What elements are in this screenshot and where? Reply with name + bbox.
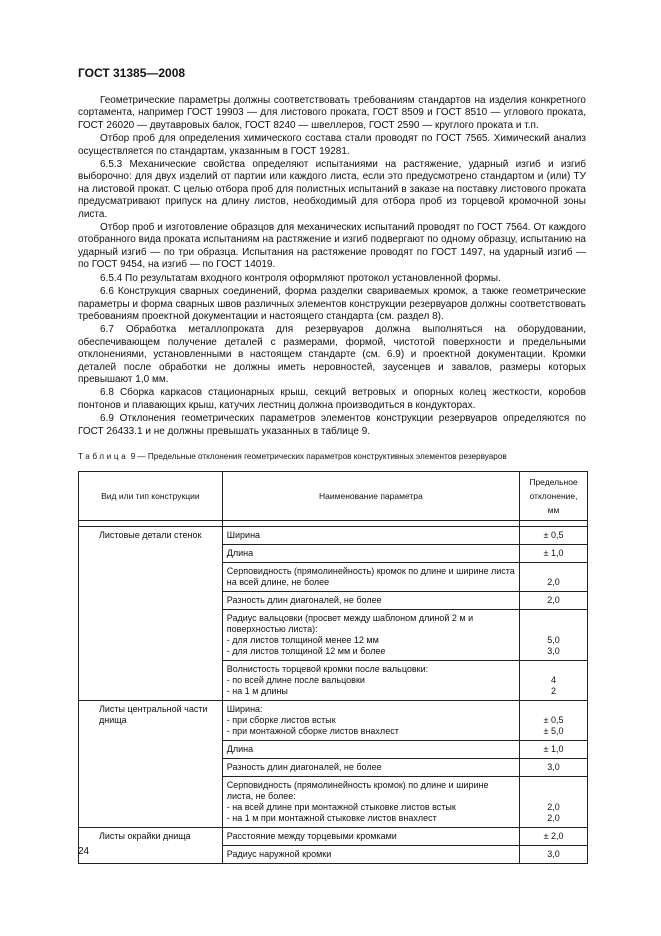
paragraph: Отбор проб и изготовление образцов для механических испытаний проводят по ГОСТ 7564. От каждого отобранного вида проката испытаниям на растяжение и изгиб подвергают по одному образцу, испытанию на ударный изгиб — по три образца. Испытания на растяжение проводят по ГОСТ 1497, на ударный изгиб — по ГОСТ 9454, на изгиб — по ГОСТ 14019. (78, 222, 586, 271)
tolerance-cell: ± 1,0 (520, 545, 588, 563)
parameter-cell: Длина (222, 545, 519, 563)
column-header-tolerance: Предельное отклонение, мм (520, 472, 588, 521)
parameter-cell: Волнистость торцевой кромки после вальцовки: - по всей длине после вальцовки - на 1 м длины (222, 661, 519, 701)
tolerance-cell: ± 2,0 (520, 828, 588, 846)
tolerance-cell: 4 2 (520, 661, 588, 701)
paragraph: 6.6 Конструкция сварных соединений, форма разделки свариваемых кромок, а также геометрические параметры и форма сварных швов различных элементов конструкции резервуаров должны соответствовать требованиям проектной документации и настоящего стандарта (см. раздел 8). (78, 286, 586, 322)
table-row (79, 527, 588, 545)
tolerance-cell: 3,0 (520, 759, 588, 777)
tolerance-cell: 5,0 3,0 (520, 610, 588, 661)
parameter-cell: Ширина (222, 527, 519, 545)
parameter-cell: Радиус вальцовки (просвет между шаблоном длиной 2 м и поверхностью листа): - для листов толщиной менее 12 мм - для листов толщиной 12 мм и более (222, 610, 519, 661)
body-text (78, 95, 586, 439)
tolerance-cell: ± 1,0 (520, 741, 588, 759)
paragraph: 6.7 Обработка металлопроката для резервуаров должна выполняться на оборудовании, обеспечивающем получение деталей с размерами, формой, чистотой поверхности и предельными отклонениями, установленными в настоящем стандарте (см. 6.9) и проектной документации. Кромки деталей после обработки не должны иметь неровностей, заусенцев и завалов, размеры которых превышают 1,0 мм. (78, 324, 586, 385)
parameter-cell: Серповидность (прямолинейность) кромок по длине и ширине листа на всей длине, не более (222, 563, 519, 592)
parameter-cell: Длина (222, 741, 519, 759)
construction-type-cell: Листовые детали стенок (79, 527, 223, 701)
construction-type-cell: Листы окрайки днища (79, 828, 223, 864)
parameter-cell: Расстояние между торцевыми кромками (222, 828, 519, 846)
tolerance-cell: 2,0 (520, 592, 588, 610)
parameter-cell: Ширина: - при сборке листов встык - при монтажной сборке листов внахлест (222, 701, 519, 741)
column-header-construction: Вид или тип конструкции (79, 472, 223, 521)
paragraph: Геометрические параметры должны соответствовать требованиям стандартов на изделия конкретного сортамента, например ГОСТ 19903 — для листового проката, ГОСТ 8509 и ГОСТ 8510 — углового проката, ГОСТ 26020 — двутавровых балок, ГОСТ 8240 — швеллеров, ГОСТ 2590 — круглого проката и т.п. (78, 95, 586, 131)
tolerance-cell: 3,0 (520, 846, 588, 864)
parameter-cell: Разность длин диагоналей, не более (222, 592, 519, 610)
table-caption (78, 452, 507, 461)
table-row (79, 828, 588, 846)
table-caption-text: 9 — Предельные отклонения геометрических параметров конструктивных элементов резервуаров (130, 452, 507, 461)
table-body (79, 527, 588, 864)
table-header-row (79, 472, 588, 521)
table-row (79, 701, 588, 741)
tolerance-cell: 2,0 (520, 563, 588, 592)
parameter-cell: Радиус наружной кромки (222, 846, 519, 864)
column-header-parameter: Наименование параметра (222, 472, 519, 521)
tolerance-cell: ± 0,5 (520, 527, 588, 545)
tolerance-cell: ± 0,5 ± 5,0 (520, 701, 588, 741)
table-caption-label: Таблица (78, 452, 129, 461)
construction-type-cell: Листы центральной части днища (79, 701, 223, 828)
page-header: ГОСТ 31385—2008 (78, 66, 186, 80)
parameter-cell: Серповидность (прямолинейность кромок) по длине и ширине листа, не более: - на всей длине при монтажной стыковке листов встык - на 1 м при монтажной стыковке листов внахлест (222, 777, 519, 828)
paragraph: 6.5.4 По результатам входного контроля оформляют протокол установленной формы. (100, 272, 501, 284)
parameter-cell: Разность длин диагоналей, не более (222, 759, 519, 777)
paragraph: 6.8 Сборка каркасов стационарных крыш, секций ветровых и опорных колец жесткости, коробов понтонов и плавающих крыш, катучих лестниц должна производиться в кондукторах. (78, 387, 586, 411)
tolerance-cell: 2,0 2,0 (520, 777, 588, 828)
paragraph: 6.9 Отклонения геометрических параметров элементов конструкции резервуаров определяются по ГОСТ 26433.1 и не должны превышать указанных в таблице 9. (78, 413, 586, 437)
page-number: 24 (78, 846, 90, 857)
paragraph: 6.5.3 Механические свойства определяют испытаниями на растяжение, ударный изгиб и изгиб выборочно: для двух изделий от партии или каждого листа, если это предусмотрено стандартом и (или) ТУ на листовой прокат. С целью отбора проб для полистных испытаний в заказе на поставку листового проката предусматривают припуск на длину листов, необходимый для отбора проб из торцевой кромочной зоны листа. (78, 159, 586, 220)
paragraph: Отбор проб для определения химического состава стали проводят по ГОСТ 7565. Химический анализ осуществляется по стандартам, указанным в ГОСТ 19281. (78, 133, 586, 157)
tolerance-table (78, 471, 588, 864)
